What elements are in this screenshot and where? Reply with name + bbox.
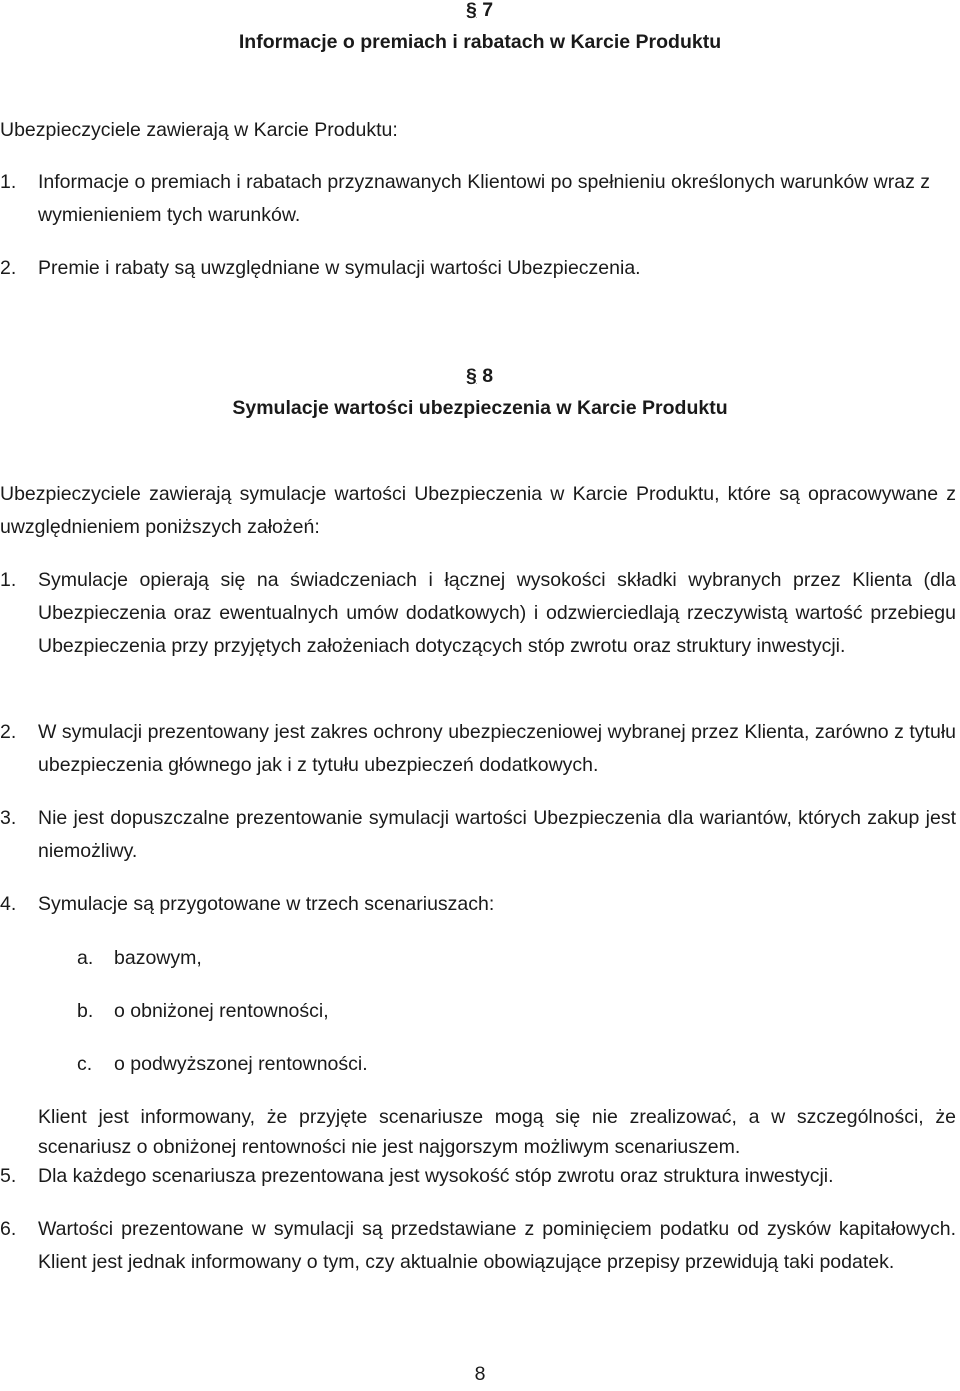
list-item xyxy=(0,888,960,921)
section-symbol: § xyxy=(466,365,477,387)
item-text: Premie i rabaty są uwzględniane w symulacji wartości Ubezpieczenia. xyxy=(38,257,641,279)
list-item xyxy=(0,802,960,868)
item-text: Dla każdego scenariusza prezentowana jest wysokość stóp zwrotu oraz struktura inwestycji. xyxy=(38,1165,834,1187)
section-7-title: Informacje o premiach i rabatach w Karcie Produktu xyxy=(238,31,722,53)
scenario-letter: b. xyxy=(77,1000,94,1022)
list-item xyxy=(0,564,960,696)
section-8-title: Symulacje wartości ubezpieczenia w Karcie Produktu xyxy=(232,397,728,419)
item-number: 1. xyxy=(0,569,17,591)
section-8-number xyxy=(466,360,493,393)
section-7-intro: Ubezpieczyciele zawierają w Karcie Produktu: xyxy=(0,119,398,141)
item-number: 3. xyxy=(0,807,17,829)
list-item xyxy=(0,716,960,782)
page-number: 8 xyxy=(474,1363,486,1385)
section-number: 8 xyxy=(482,365,494,387)
list-item xyxy=(0,1213,960,1312)
item-text: Symulacje są przygotowane w trzech scenariuszach: xyxy=(38,893,495,915)
scenario-item xyxy=(0,1048,960,1081)
section-number: 7 xyxy=(482,0,494,21)
scenario-letter: c. xyxy=(77,1053,93,1075)
scenario-note: Klient jest informowany, że przyjęte scenariusze mogą się nie zrealizować, a w szczególności, że scenariusz o obniżonej rentowności nie jest najgorszym możliwym scenariuszem. xyxy=(38,1106,956,1158)
section-8-intro: Ubezpieczyciele zawierają symulacje wartości Ubezpieczenia w Karcie Produktu, które są opracowywane z uwzględnieniem poniższych założeń: xyxy=(0,483,956,538)
item-text: Nie jest dopuszczalne prezentowanie symulacji wartości Ubezpieczenia dla wariantów, których zakup jest niemożliwy. xyxy=(38,807,956,862)
item-number: 5. xyxy=(0,1165,17,1187)
item-text: Informacje o premiach i rabatach przyznawanych Klientowi po spełnieniu określonych warunków wraz z wymienieniem tych warunków. xyxy=(38,171,931,226)
section-symbol: § xyxy=(466,0,477,21)
scenario-text: bazowym, xyxy=(114,947,202,969)
list-item xyxy=(0,166,960,232)
list-item xyxy=(0,1160,960,1193)
scenario-item xyxy=(0,995,960,1028)
item-number: 1. xyxy=(0,171,17,193)
list-item xyxy=(0,252,960,285)
item-number: 6. xyxy=(0,1218,17,1240)
section-7-number xyxy=(466,0,493,27)
item-text: Symulacje opierają się na świadczeniach i łącznej wysokości składki wybranych przez Klienta (dla Ubezpieczenia oraz ewentualnych umów dodatkowych) i odzwierciedlają rzeczywistą wartość przebiegu Ubezpieczenia przy przyjętych założeniach dotyczących stóp zwrotu oraz struktury inwestycji. xyxy=(38,569,956,657)
item-text: Wartości prezentowane w symulacji są przedstawiane z pominięciem podatku od zysków kapitałowych. Klient jest jednak informowany o tym, czy aktualnie obowiązujące przepisy przewidują taki podatek. xyxy=(38,1218,956,1273)
scenario-item xyxy=(0,942,960,975)
item-text: W symulacji prezentowany jest zakres ochrony ubezpieczeniowej wybranej przez Klienta, zarówno z tytułu ubezpieczenia głównego jak i z tytułu ubezpieczeń dodatkowych. xyxy=(38,721,956,776)
scenario-letter: a. xyxy=(77,947,94,969)
item-number: 2. xyxy=(0,721,17,743)
item-number: 2. xyxy=(0,257,17,279)
item-number: 4. xyxy=(0,893,17,915)
scenario-text: o obniżonej rentowności, xyxy=(114,1000,329,1022)
scenario-text: o podwyższonej rentowności. xyxy=(114,1053,368,1075)
